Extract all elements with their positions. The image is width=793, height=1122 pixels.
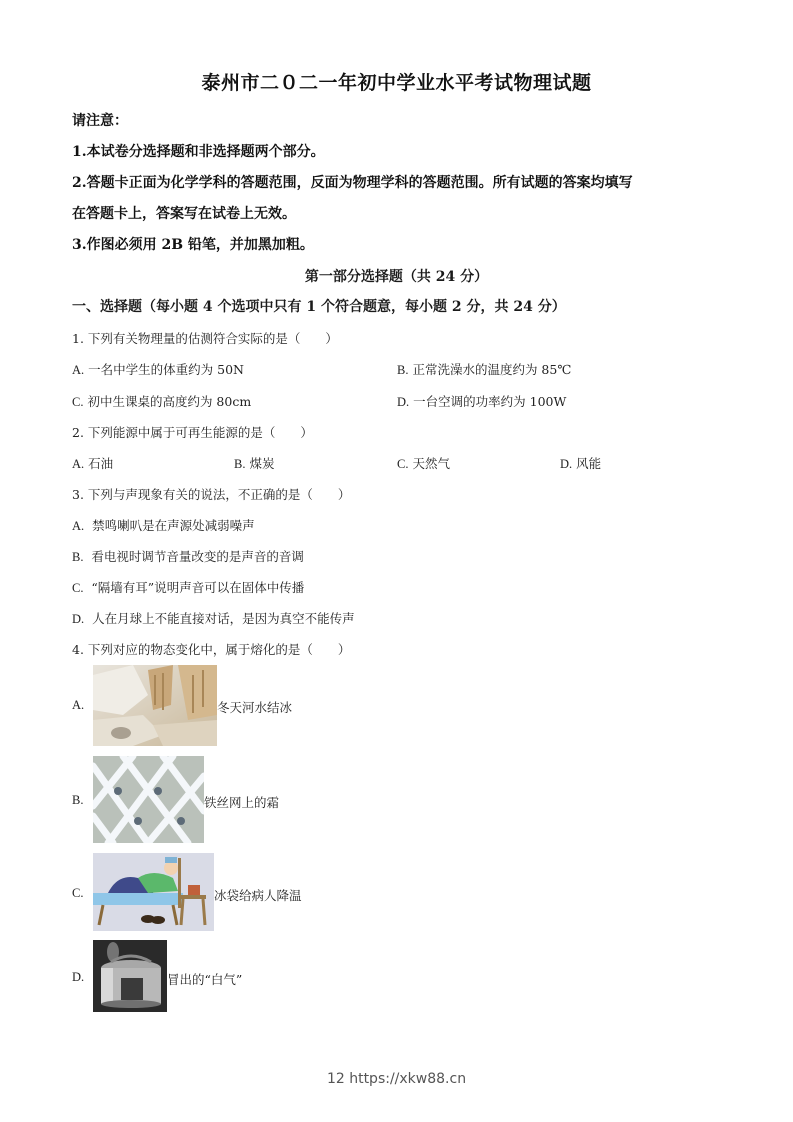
question-3-stem: 3. 下列与声现象有关的说法，不正确的是（ ） (72, 487, 351, 502)
option-label: C. (72, 395, 84, 409)
option-text: 正常洗澡水的温度约为 85℃ (412, 362, 572, 377)
q2-option-a (72, 454, 113, 472)
option-text: 一名中学生的体重约为 50N (88, 362, 244, 377)
notice-item-2-cont: 在答题卡上，答案写在试卷上无效。 (72, 206, 296, 222)
notice-item-3: 3.作图必须用 2B 铅笔，并加黑加粗。 (72, 237, 314, 253)
option-text: 石油 (88, 456, 114, 471)
q4-option-c-text: 冰袋给病人降温 (214, 888, 302, 903)
notice-item-1: 1.本试卷分选择题和非选择题两个部分。 (72, 144, 325, 160)
notice-item-2: 2.答题卡正面为化学学科的答题范围，反面为物理学科的答题范围。所有试题的答案均填写 (72, 175, 633, 191)
option-label: D. (397, 395, 410, 409)
option-label: C. (397, 457, 409, 471)
option-text: 看电视时调节音量改变的是声音的音调 (91, 549, 304, 564)
option-label: B. (397, 363, 409, 377)
page-footer: 12 https://xkw88.cn (326, 1071, 467, 1087)
q4-option-d-label: D. (72, 970, 85, 984)
section1-title: 一、选择题（每小题 4 个选项中只有 1 个符合题意，每小题 2 分，共 24 分） (72, 299, 566, 315)
patient-ice-pack-illustration (93, 853, 214, 931)
option-label: B. (234, 457, 246, 471)
option-label: D. (560, 457, 573, 471)
question-4-stem: 4. 下列对应的物态变化中，属于熔化的是（ ） (72, 642, 351, 657)
q1-option-c (72, 392, 251, 410)
q4-option-d-text: 冒出的“白气” (167, 972, 243, 987)
q1-option-b (397, 360, 571, 378)
q2-option-c (397, 454, 450, 472)
pressure-cooker-photo (93, 940, 167, 1012)
q2-option-d (560, 454, 601, 472)
q3-option-b (72, 547, 304, 565)
option-text: 人在月球上不能直接对话，是因为真空不能传声 (92, 611, 355, 626)
q4-option-b-label: B. (72, 793, 84, 807)
option-label: B. (72, 550, 84, 564)
q4-option-a-text: 冬天河水结冰 (217, 700, 293, 715)
exam-title: 泰州市二０二一年初中学业水平考试物理试题 (201, 72, 592, 94)
q2-option-b (234, 454, 274, 472)
option-text: 风能 (576, 456, 602, 471)
option-text: 禁鸣喇叭是在声源处减弱噪声 (92, 518, 255, 533)
q3-option-a (72, 516, 255, 534)
q1-option-a (72, 360, 244, 378)
option-label: D. (72, 612, 85, 626)
frosted-wire-fence-photo (93, 756, 204, 843)
option-label: C. (72, 581, 84, 595)
option-text: 一台空调的功率约为 100W (413, 394, 567, 409)
option-text: “隔墙有耳”说明声音可以在固体中传播 (91, 580, 305, 595)
option-label: A. (72, 457, 85, 471)
question-2-stem: 2. 下列能源中属于可再生能源的是（ ） (72, 425, 313, 440)
q1-option-d (397, 392, 566, 410)
q3-option-c (72, 578, 304, 596)
frozen-river-photo (93, 665, 217, 746)
q4-option-a-label: A. (72, 698, 85, 712)
part1-title: 第一部分选择题（共 24 分） (304, 269, 489, 285)
option-text: 煤炭 (249, 456, 275, 471)
option-label: A. (72, 363, 85, 377)
option-text: 初中生课桌的高度约为 80cm (87, 394, 252, 409)
notice-heading: 请注意： (72, 113, 128, 129)
q4-option-b-text: 铁丝网上的霜 (204, 795, 280, 810)
option-label: A. (72, 519, 85, 533)
q4-option-c-label: C. (72, 886, 84, 900)
q3-option-d (72, 609, 355, 627)
option-text: 天然气 (412, 456, 450, 471)
question-1-stem: 1. 下列有关物理量的估测符合实际的是（ ） (72, 331, 338, 346)
